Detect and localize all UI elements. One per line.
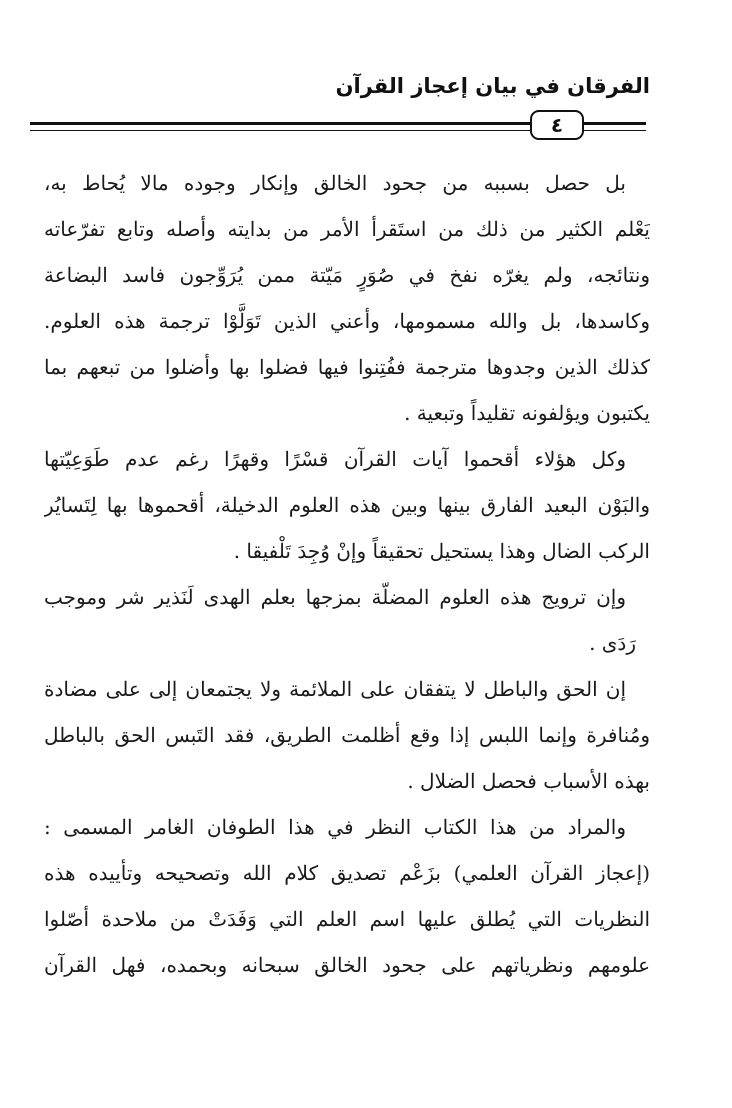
- page-number: ٤: [530, 110, 584, 140]
- text-line: رَدَى .: [589, 631, 636, 655]
- text-line: بل حصل بسببه من جحود الخالق وإنكار وجوده مالا يُحاط به،: [44, 171, 626, 195]
- text-line: ونتائجه، ولم يغرّه نفخ في صُوَرٍ مَيّتة ممن يُرَوِّجون فاسد البضاعة: [44, 263, 650, 287]
- text-line: وكل هؤلاء أقحموا آيات القرآن قسْرًا وقهرًا رغم عدم طَوَعِيّتها: [44, 447, 626, 471]
- text-line: (إعجاز القرآن العلمي) بزَعْم تصديق كلام الله وتصحيحه وتأييده هذه: [44, 861, 650, 885]
- text-line: وكاسدها، بل والله مسمومها، وأعني الذين تَوَلَّوْا ترجمة هذه العلوم.: [44, 309, 650, 333]
- running-title: الفرقان في بيان إعجاز القرآن: [335, 74, 650, 98]
- text-line: علومهم ونظرياتهم على جحود الخالق سبحانه وبحمده، فهل القرآن: [44, 953, 650, 977]
- text-line: وإن ترويج هذه العلوم المضلّة بمزجها بعلم الهدى لَنَذير شر وموجب: [44, 585, 626, 609]
- body-text: [44, 160, 650, 988]
- text-line: والبَوْن البعيد الفارق بينها وبين هذه العلوم الدخيلة، أقحموها بها لِتَسايُر: [44, 493, 650, 517]
- text-line: إن الحق والباطل لا يتفقان على الملائمة ولا يجتمعان إلى على مضادة: [44, 677, 627, 701]
- text-line: بهذه الأسباب فحصل الضلال .: [407, 769, 650, 793]
- text-line: النظريات التي يُطلق عليها اسم العلم التي وَفَدَتْ من ملاحدة أصّلوا: [44, 907, 650, 931]
- text-line: والمراد من هذا الكتاب النظر في هذا الطوفان الغامر المسمى :: [44, 815, 626, 839]
- text-line: يَعْلم الكثير من ذلك من استَقرأ الأمر من بدايته وأصله وتابع تفرّعاته: [44, 217, 650, 241]
- text-line: يكتبون ويؤلفونه تقليداً وتبعية .: [404, 401, 650, 425]
- text-line: الركب الضال وهذا يستحيل تحقيقاً وإنْ وُجِدَ تَلْفيقا .: [233, 539, 650, 563]
- text-line: ومُنافرة وإنما اللبس إذا وقع أظلمت الطريق، فقد التَبس الحق بالباطل: [44, 723, 650, 747]
- text-line: كذلك الذين وجدوها مترجمة ففُتِنوا فيها فضلوا بها وأضلوا من تبعهم بما: [44, 355, 650, 379]
